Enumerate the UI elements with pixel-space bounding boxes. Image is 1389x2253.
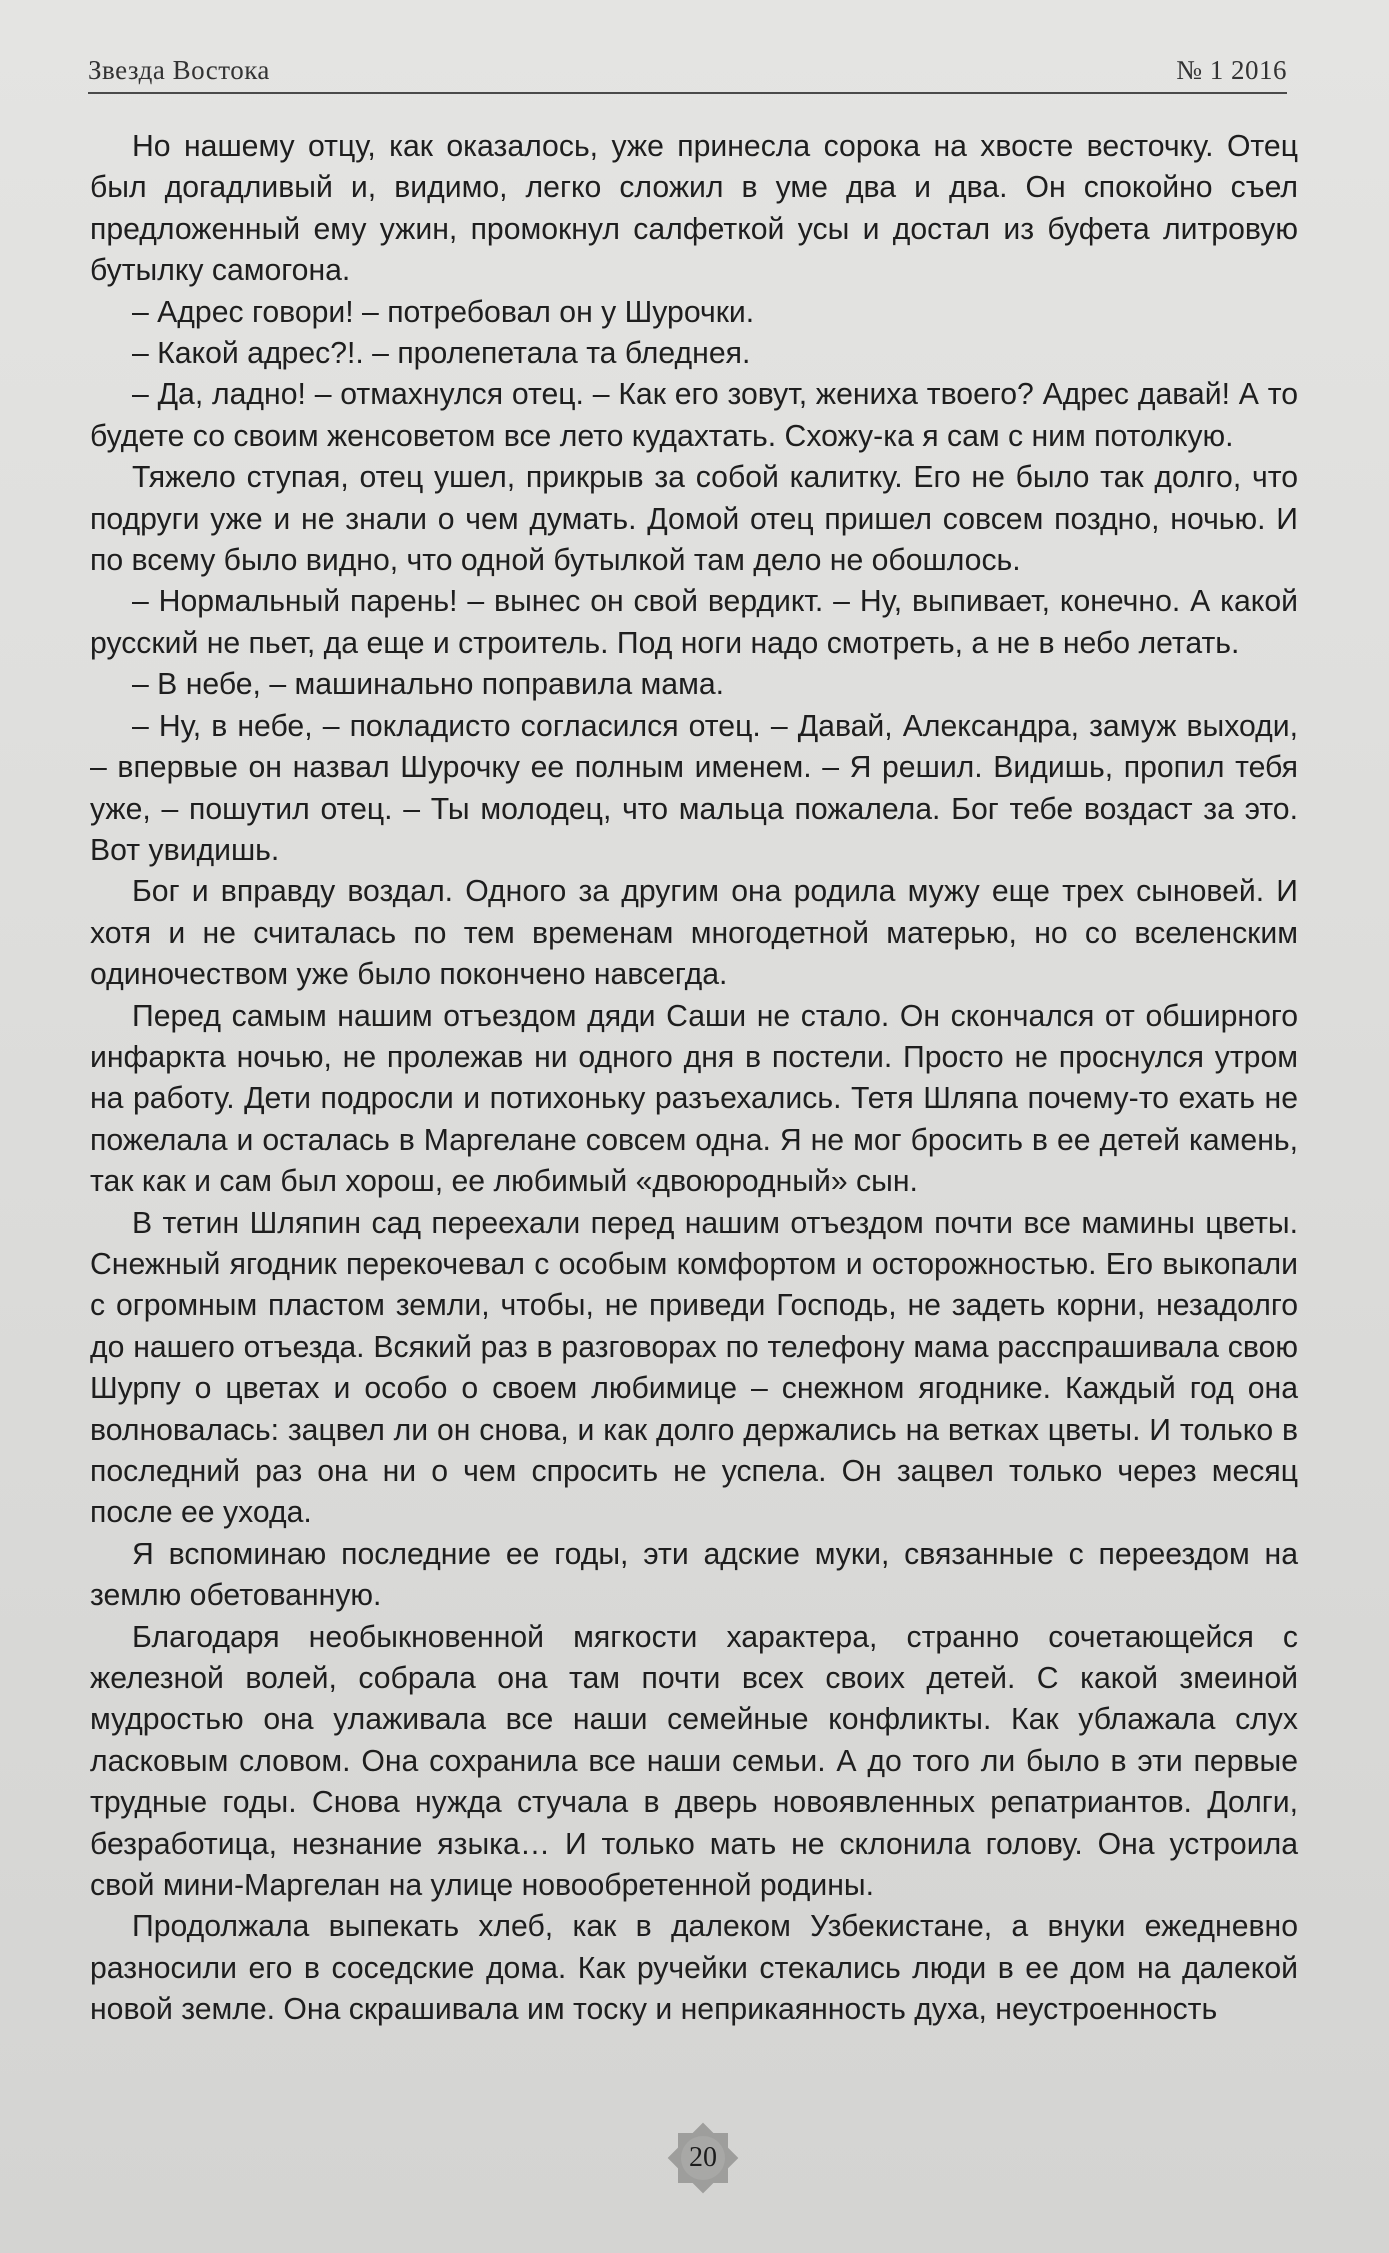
paragraph: Тяжело ступая, отец ушел, прикрыв за собой калитку. Его не было так долго, что подруги уже и не знали о чем думать. Домой отец пришел совсем поздно, ночью. И по всему было видно, что одной бутылкой там дело не обошлось. xyxy=(90,461,1298,578)
paragraph: – В небе, – машинально поправила мама. xyxy=(132,668,725,702)
paragraph: – Да, ладно! – отмахнулся отец. – Как его зовут, жениха твоего? Адрес давай! А то будете со своим женсоветом все лето кудахтать. Схожу-ка я сам с ним потолкую. xyxy=(90,378,1298,453)
paragraph: Но нашему отцу, как оказалось, уже принесла сорока на хвосте весточку. Отец был догадливый и, видимо, легко сложил в уме два и два. Он спокойно съел предложенный ему ужин, промокнул салфеткой усы и достал из буфета литровую бутылку самогона. xyxy=(90,130,1298,288)
paragraph: В тетин Шляпин сад переехали перед нашим отъездом почти все мамины цветы. Снежный ягодник перекочевал с особым комфортом и осторожностью. Его выкопали с огромным пластом земли, чтобы, не приведи Господь, не задеть корни, незадолго до нашего отъезда. Всякий раз в разговорах по телефону мама расспрашивала свою Шурпу о цветах и особо о своем любимице – снежном ягоднике. Каждый год она волновалась: зацвел ли он снова, и как долго держались на ветках цветы. И только в последний раз она ни о чем спросить не успела. Он зацвел только через месяц после ее ухода. xyxy=(90,1206,1298,1530)
journal-title: Звезда Востока xyxy=(88,55,270,85)
page-number: 20 xyxy=(689,2142,717,2173)
page-number-badge xyxy=(665,2120,741,2196)
paragraph: – Нормальный парень! – вынес он свой вердикт. – Ну, выпивает, конечно. А какой русский не пьет, да еще и строитель. Под ноги надо смотреть, а не в небо летать. xyxy=(90,585,1298,660)
paragraph: – Адрес говори! – потребовал он у Шурочки. xyxy=(132,295,755,329)
issue-number: № 1 2016 xyxy=(1176,55,1287,85)
paragraph: – Ну, в небе, – покладисто согласился отец. – Давай, Александра, замуж выходи, – впервые он назвал Шурочку ее полным именем. – Я решил. Видишь, пропил тебя уже, – пошутил отец. – Ты молодец, что мальца пожалела. Бог тебе воздаст за это. Вот увидишь. xyxy=(90,709,1298,867)
running-header xyxy=(88,50,1287,94)
paragraph: Бог и вправду воздал. Одного за другим она родила мужу еще трех сыновей. И хотя и не считалась по тем временам многодетной матерью, но со вселенским одиночеством уже было покончено навсегда. xyxy=(90,875,1298,992)
paragraph: Перед самым нашим отъездом дяди Саши не стало. Он скончался от обширного инфаркта ночью, не пролежав ни одного дня в постели. Просто не проснулся утром на работу. Дети подросли и потихоньку разъехались. Тетя Шляпа почему-то ехать не пожелала и осталась в Маргелане совсем одна. Я не мог бросить в ее детей камень, так как и сам был хорош, ее любимый «двоюродный» сын. xyxy=(90,999,1298,1199)
paragraph: Я вспоминаю последние ее годы, эти адские муки, связанные с переездом на землю обетованную. xyxy=(90,1537,1298,1613)
paragraph: – Какой адрес?!. – пролепетала та бледнея. xyxy=(132,337,751,371)
paragraph: Благодаря необыкновенной мягкости характера, странно сочетающейся с железной волей, собрала она там почти всех своих детей. С какой змеиной мудростью она улаживала все наши семейные конфликты. Как ублажала слух ласковым словом. Она сохранила все наши семьи. А до того ли было в эти первые трудные годы. Снова нужда стучала в дверь новоявленных репатриантов. Долги, безработица, незнание языка… И только мать не склонила голову. Она устроила свой мини-Маргелан на улице новообретенной родины. xyxy=(90,1620,1298,1903)
paragraph: Продолжала выпекать хлеб, как в далеком Узбекистане, а внуки ежедневно разносили его в соседские дома. Как ручейки стекались люди в ее дом на далекой новой земле. Она скрашивала им тоску и неприкаянность духа, неустроенность xyxy=(90,1910,1298,2027)
body-text xyxy=(90,126,1298,2031)
